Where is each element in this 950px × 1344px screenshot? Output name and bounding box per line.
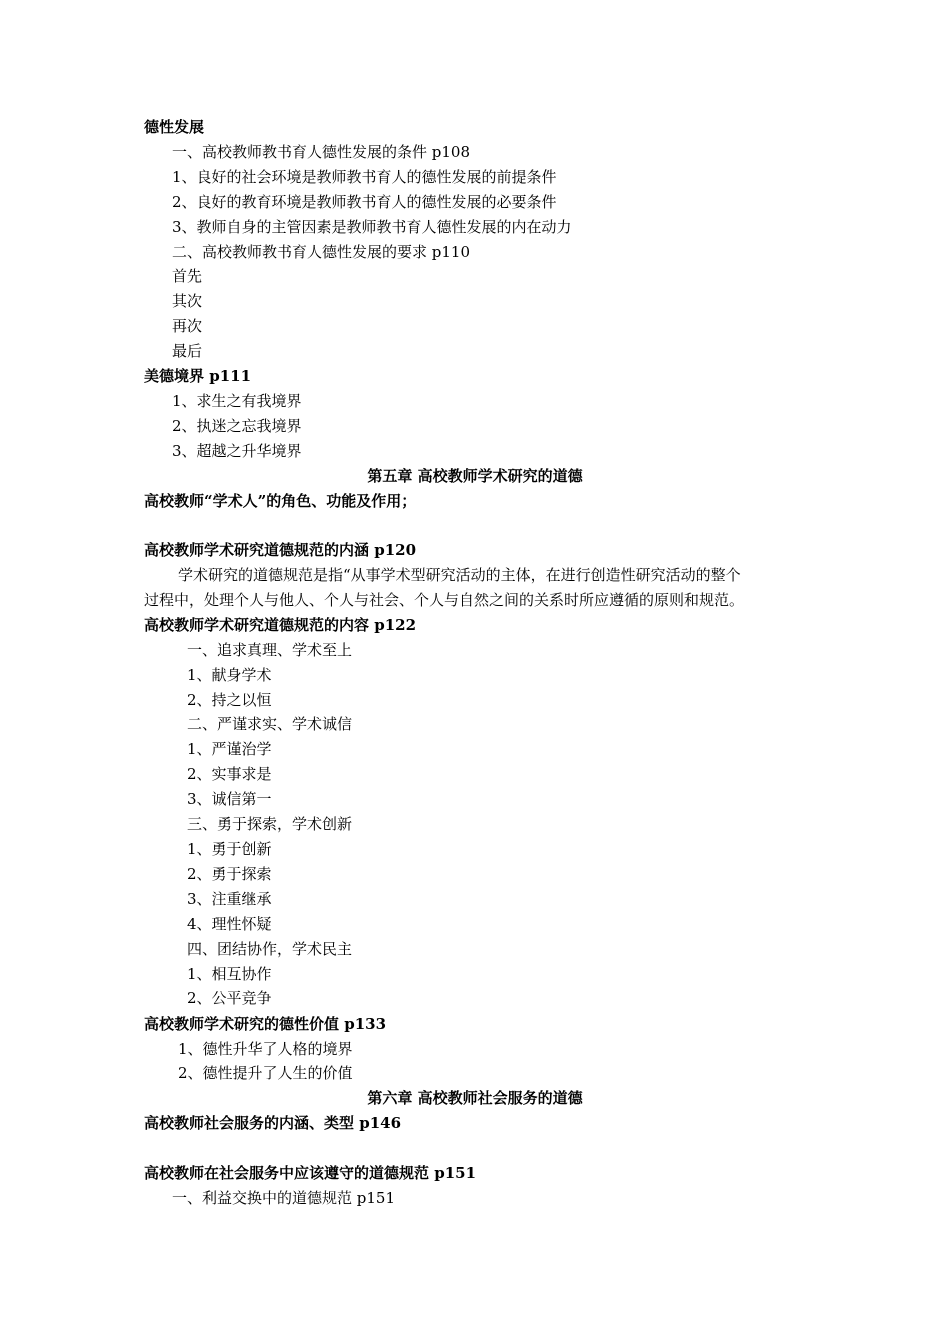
list-item: 最后 (172, 342, 203, 360)
list-item: 首先 (172, 267, 203, 285)
section-heading-virtue-realm: 美德境界 p111 (144, 367, 252, 385)
list-item: 2、公平竞争 (187, 989, 272, 1007)
section-heading-connotation: 高校教师学术研究道德规范的内涵 p120 (144, 541, 417, 559)
section-heading-value: 高校教师学术研究的德性价值 p133 (144, 1015, 387, 1033)
list-item: 1、良好的社会环境是教师教书育人的德性发展的前提条件 (172, 168, 557, 186)
paragraph-line: 学术研究的道德规范是指“从事学术型研究活动的主体，在进行创造性研究活动的整个 (178, 566, 741, 584)
list-item: 其次 (172, 292, 203, 310)
list-item: 1、勇于创新 (187, 840, 272, 858)
section-heading-service-norms: 高校教师在社会服务中应该遵守的道德规范 p151 (144, 1164, 477, 1182)
outline-item: 一、追求真理、学术至上 (187, 641, 353, 659)
list-item: 1、相互协作 (187, 965, 272, 983)
outline-item: 二、严谨求实、学术诚信 (187, 715, 353, 733)
list-item: 1、德性升华了人格的境界 (178, 1040, 353, 1058)
list-item: 2、勇于探索 (187, 865, 272, 883)
section-heading-role: 高校教师“学术人”的角色、功能及作用； (144, 492, 417, 510)
list-item: 3、超越之升华境界 (172, 442, 302, 460)
outline-item: 一、高校教师教书育人德性发展的条件 p108 (172, 143, 471, 161)
list-item: 2、持之以恒 (187, 691, 272, 709)
list-item: 2、德性提升了人生的价值 (178, 1064, 353, 1082)
list-item: 1、严谨治学 (187, 740, 272, 758)
list-item: 再次 (172, 317, 203, 335)
outline-item: 四、团结协作，学术民主 (187, 940, 353, 958)
chapter-title-5: 第五章 高校教师学术研究的道德 (367, 467, 583, 485)
chapter-title-6: 第六章 高校教师社会服务的道德 (367, 1089, 583, 1107)
section-heading-content: 高校教师学术研究道德规范的内容 p122 (144, 616, 417, 634)
list-item: 2、执迷之忘我境界 (172, 417, 302, 435)
paragraph-line: 过程中，处理个人与他人、个人与社会、个人与自然之间的关系时所应遵循的原则和规范。 (144, 591, 745, 609)
list-item: 3、诚信第一 (187, 790, 272, 808)
outline-item: 二、高校教师教书育人德性发展的要求 p110 (172, 243, 471, 261)
list-item: 2、实事求是 (187, 765, 272, 783)
list-item: 4、理性怀疑 (187, 915, 272, 933)
list-item: 1、献身学术 (187, 666, 272, 684)
section-heading-virtue-development: 德性发展 (144, 118, 205, 136)
list-item: 1、求生之有我境界 (172, 392, 302, 410)
list-item: 3、教师自身的主管因素是教师教书育人德性发展的内在动力 (172, 218, 572, 236)
list-item: 2、良好的教育环境是教师教书育人的德性发展的必要条件 (172, 193, 557, 211)
outline-item: 三、勇于探索，学术创新 (187, 815, 353, 833)
section-heading-service-types: 高校教师社会服务的内涵、类型 p146 (144, 1114, 402, 1132)
outline-item: 一、利益交换中的道德规范 p151 (172, 1189, 396, 1207)
list-item: 3、注重继承 (187, 890, 272, 908)
